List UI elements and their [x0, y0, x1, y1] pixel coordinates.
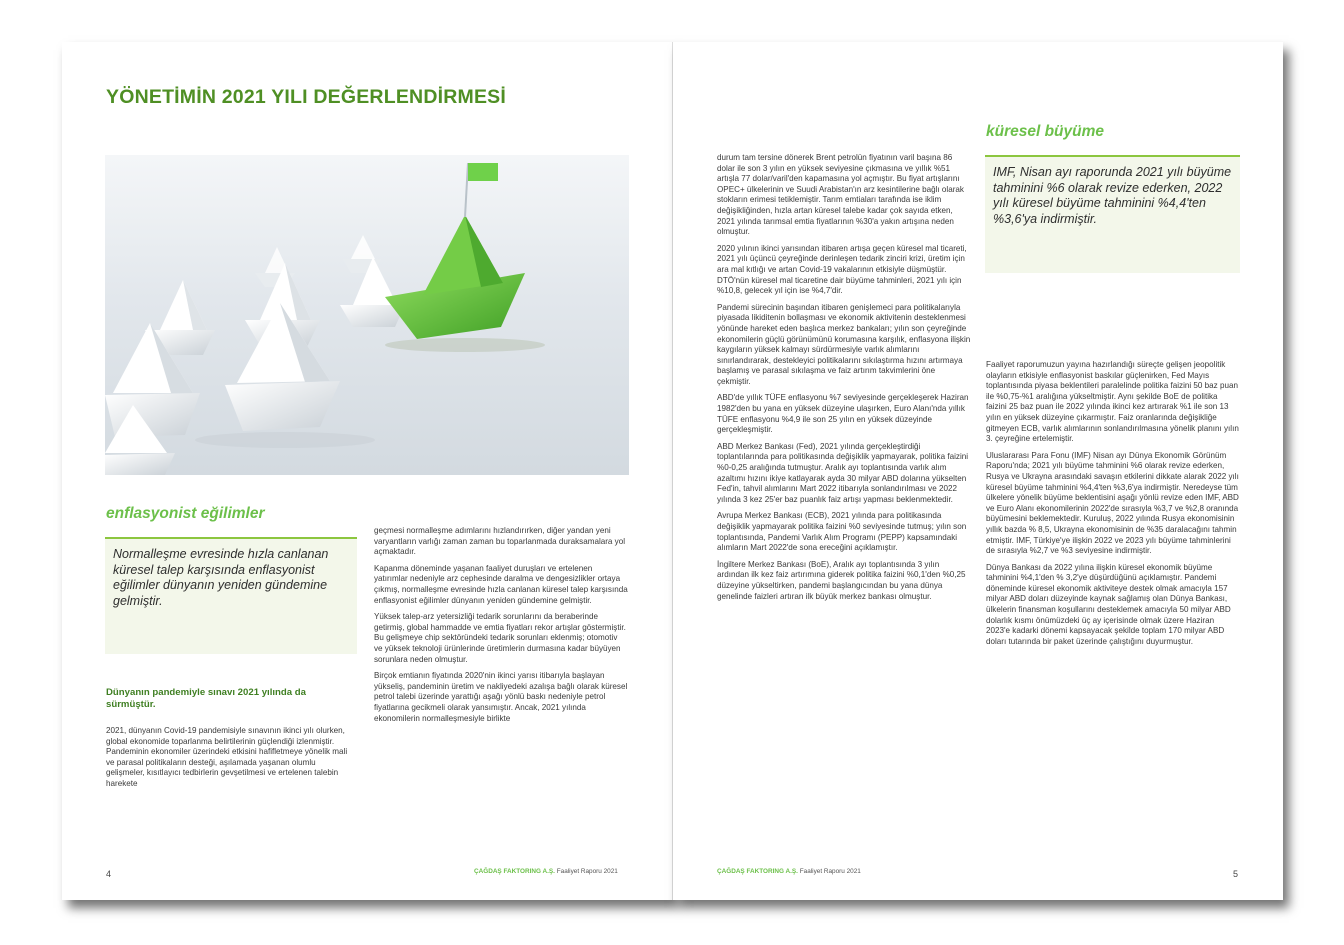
page-title: YÖNETİMİN 2021 YILI DEĞERLENDİRMESİ	[106, 86, 506, 108]
paragraph: Yüksek talep-arz yetersizliği tedarik sorunlarını da beraberinde getirmiş, global hammadde ve emtia fiyatları rekor artışlar göstermiştir. Bu gelişmeye chip sektöründeki tedarik sorunları eklenmiş; otomotiv ve yüksek teknoloji ürünlerinde üretimlerin durmasına kadar büyüyen sorunlara neden olmuştur.	[374, 612, 626, 664]
paragraph: ABD'de yıllık TÜFE enflasyonu %7 seviyesinde gerçekleşerek Haziran 1982'den bu yana en yüksek düzeyine ulaşırken, Euro Alanı'nda yıllık TÜFE enflasyonu %4,9 ile son 25 yılın en yüksek düzeyinde gerçekleşmiştir.	[717, 393, 969, 435]
paragraph: Birçok emtianın fiyatında 2020'nin ikinci yarısı itibarıyla başlayan yükseliş, pandeminin üretim ve nakliyedeki azalışa bağlı olarak küresel petrol talebi üzerinde yarattığı aşağı yönlü baskı nedeniyle petrol fiyatlarına gecikmeli olarak yansımıştır. Ancak, 2021 yılında ekonomilerin normalleşmesiyle birlikte	[374, 671, 628, 723]
paragraph: geçmesi normalleşme adımlarını hızlandırırken, diğer yandan yeni varyantların varlığı zaman zaman bu toparlanmada duraksamalara yol açmaktadır.	[374, 526, 626, 557]
footer-brand: ÇAĞDAŞ FAKTORING A.Ş.	[717, 868, 798, 875]
paragraph: ABD Merkez Bankası (Fed), 2021 yılında gerçekleştirdiği toplantılarında para politikasında değişiklik yapmayarak, politika faizini %0-0,25 aralığında tutmuştur. Aralık ayı toplantısında varlık alım azaltımı hızını ikiye katlayarak ayda 30 milyar ABD dolarına yükselten Fed'in, tahvil alımlarını Mart 2022 itibarıyla sonlandırılması ve 2022 yılında 3 kez 25'er baz puanlık faiz artışı yapması beklenmektedir.	[717, 441, 969, 504]
paragraph: durum tam tersine dönerek Brent petrolün fiyatının varil başına 86 dolar ile son 3 yılın en yüksek seviyesine çıkmasına ve yıllık %51 artışla 77 dolar/varil'den kapamasına yol açmıştır. Bu fiyat artışlarını OPEC+ ülkelerinin ve Suudi Arabistan'ın arz kesintilerine bağlı olarak stokların erimesi tetiklemiştir. Tarım emtiaları tarafında ise iklim değişikliğinden, hızla artan küresel talebe kadar çok sayıda etken, 2021 yılında tarımsal emtia fiyatlarının %30'a yakın artışına neden olmuştur.	[717, 153, 964, 237]
page-number: 4	[106, 869, 112, 879]
right-column-1	[717, 153, 971, 608]
paper-boats-image	[105, 155, 629, 475]
paragraph: Uluslararası Para Fonu (IMF) Nisan ayı Dünya Ekonomik Görünüm Raporu'nda; 2021 yılı büyüme tahminini %6 olarak revize ederken, Rusya ve Ukrayna arasındaki savaşın etkilerini dikkate alarak 2022 yılı küresel büyüme tahminini %4,4'ten %3,6'ya indirmiştir. Neredeyse tüm ülkelere yönelik büyüme beklentisini aşağı yönlü revize eden IMF, ABD ve Euro Alanı ekonomilerinin 2022'de sırasıyla %3,7 ve %2,8 oranında büyümesini beklemektedir. Kuruluş, 2022 yılında Rusya ekonomisinin yıllık bazda % 8,5, Ukrayna ekonomisinin de %35 daralacağını tahmin etmiştir. IMF, Türkiye'ye ilişkin 2022 ve 2023 yılı büyüme tahminlerini de sırasıyla %2,7 ve %3 seviyesine indirmiştir.	[986, 450, 1239, 556]
paragraph: İngiltere Merkez Bankası (BoE), Aralık ayı toplantısında 3 yılın ardından ilk kez faiz artırımına giderek politika faizini %0,1'den %0,25 düzeyine yükseltirken, pandemi başlangıcından bu yana dünya genelinde faizleri artıran ilk büyük merkez bankası olmuştur.	[717, 559, 966, 601]
paragraph: 2020 yılının ikinci yarısından itibaren artışa geçen küresel mal ticareti, 2021 yılı üçüncü çeyreğinde derinleşen tedarik zinciri krizi, üretim için ara mal kıtlığı ve artan Covid-19 vakalarının etkisiyle düşmüştür. DTÖ'nün küresel mal ticaretine dair büyüme tahminleri, 2021 yılı için %10,8, gelecek yıl için ise %4,7'dir.	[717, 243, 967, 296]
paragraph: Dünya Bankası da 2022 yılına ilişkin küresel ekonomik büyüme tahminini %4,1'den % 3,2'ye düşürdüğünü açıklamıştır. Pandemi döneminde küresel ekonomik aktiviteye destek olmak amacıyla 157 milyar ABD doları düzeyinde kaynak sağlamış olan Dünya Bankası, ülkelerin finansman koşullarını desteklemek amacıyla 50 milyar ABD dolarlık kısmı önümüzdeki üç ay içerisinde olmak üzere Haziran 2023'e kadarki dönemi kapsayacak şekilde toplam 170 milyar ABD doları tutarında bir paket üzerinde çalıştığını duyurmuştur.	[986, 562, 1231, 646]
callout-text: Normalleşme evresinde hızla canlanan küresel talep karşısında enflasyonist eğilimler dünyanın yeniden gündemine gelmiştir.	[113, 547, 329, 608]
paper-boats-illustration	[105, 155, 629, 475]
footer-text: Faaliyet Raporu 2021	[799, 868, 861, 875]
footer	[474, 868, 618, 875]
page-number: 5	[1233, 869, 1239, 879]
callout-box-right	[985, 155, 1240, 273]
paragraph: Faaliyet raporumuzun yayına hazırlandığı süreçte gelişen jeopolitik olayların etkisiyle enflasyonist baskılar güçlenirken, Fed Mayıs toplantısında piyasa beklentileri paralelinde politika faizini 50 baz puan ile %0,75-%1 aralığına yükseltmiştir. Aynı şekilde BoE de politika faizini 25 baz puan ile 2022 yılında ikinci kez artırarak %1 ile son 13 yılın en yüksek düzeyine çıkarmıştır. Faiz oranlarında değişikliğe gitmeyen ECB, varlık alımlarının sonlandırılmasına yönelik planını yılın 3. çeyreğine ertelemiştir.	[986, 360, 1239, 444]
left-column-1	[106, 726, 352, 796]
paragraph: Kapanma döneminde yaşanan faaliyet duruşları ve ertelenen yatırımlar nedeniyle arz cephesinde daralma ve dengesizlikler ortaya çıkmış, normalleşme evresinde hızla canlanan küresel talep karşısında enflasyonist eğilimler dünyanın yeniden gündemine gelmiştir.	[374, 563, 628, 605]
callout-text: IMF, Nisan ayı raporunda 2021 yılı büyüme tahminini %6 olarak revize ederken, 2022 yılı küresel büyüme tahminini %4,4'ten %3,6'ya indirmiştir.	[993, 165, 1232, 226]
left-column-2	[374, 526, 628, 730]
paragraph: 2021, dünyanın Covid-19 pandemisiyle sınavının ikinci yılı olurken, global ekonomide toparlanma belirtilerinin güçlendiği izlenmiştir. Pandeminin ekonomiler üzerindeki etkisini hafifletmeye yönelik mali ve parasal politikaların desteği, aşılamada yaşanan olumlu gelişmeler, kısıtlayıcı tedbirlerin gevşetilmesi ve ertelenen talebin harekete	[106, 726, 348, 788]
paragraph: Avrupa Merkez Bankası (ECB), 2021 yılında para politikasında değişiklik yapmayarak politika faizini %0 seviyesinde tutmuş; yılın son toplantısında, Pandemi Varlık Alım Programı (PEPP) kapsamındaki alımların Mart 2022'de sona ereceğini açıklamıştır.	[717, 511, 967, 553]
subheading: Dünyanın pandemiyle sınavı 2021 yılında da sürmüştür.	[106, 687, 306, 710]
callout-box-left	[105, 537, 357, 654]
paragraph: Pandemi sürecinin başından itibaren genişlemeci para politikalarıyla piyasada likiditenin bollaşması ve ekonomik aktivitenin desteklenmesi yönünde hareket eden başlıca merkez bankaları; yılın son çeyreğinde ekonomilerin güçlü görünümünü korumasına karşılık, enflasyona ilişkin kaygıların yüksek kalmayı sürdürmesiyle varlık alımlarını sınırlandırarak, destekleyici politikalarını sıkılaştırma hızını artırmaya başlamış ve parasal sıkılaşma ve faiz artırım takvimlerini öne çekmiştir.	[717, 302, 971, 386]
footer-text: Faaliyet Raporu 2021	[556, 868, 618, 875]
section-title-buyume: küresel büyüme	[986, 123, 1105, 140]
green-flag	[468, 163, 498, 181]
section-title-enflasyon: enflasyonist eğilimler	[106, 505, 265, 522]
left-page	[62, 42, 673, 900]
right-column-2	[986, 360, 1240, 653]
footer	[717, 868, 861, 875]
right-page	[673, 42, 1283, 900]
footer-brand: ÇAĞDAŞ FAKTORING A.Ş.	[474, 868, 555, 875]
